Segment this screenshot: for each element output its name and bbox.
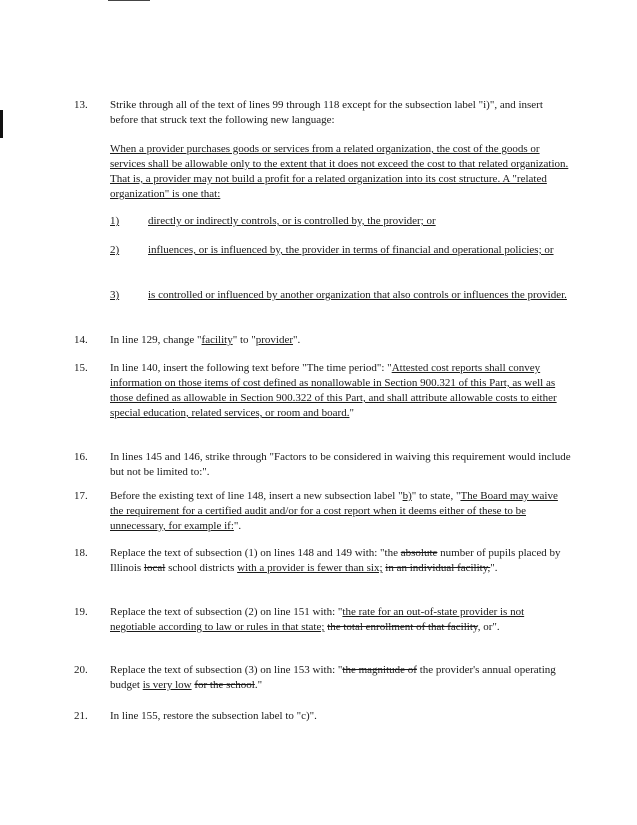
item-number: 14. [74, 334, 88, 346]
scan-mark [108, 0, 150, 1]
item-text: Strike through all of the text of lines 99 through 118 except for the subsection label "i)", and insert before that struck text the following new language: [110, 99, 543, 126]
item-number: 16. [74, 451, 88, 463]
item-number: 21. [74, 710, 88, 722]
scan-edge-mark [0, 110, 3, 138]
item-text: Replace the text of subsection (3) on line 153 with: "the magnitude of the provider's annual operating budget is very low for the school." [110, 664, 556, 691]
item-text: Replace the text of subsection (1) on lines 148 and 149 with: "the absolute number of pupils placed by Illinois local school districts with a provider is fewer than six; in an individual facility,". [110, 547, 561, 574]
item-text: In line 129, change "facility" to "provider". [110, 334, 301, 346]
item-text: In lines 145 and 146, strike through "Factors to be considered in waiving this requirement would include but not be limited to:". [110, 451, 571, 478]
item-number: 15. [74, 362, 88, 374]
new-language: When a provider purchases goods or services from a related organization, the cost of the goods or services shall be allowable only to the extent that it does not exceed the cost to that related organization. That is, a provider may not build a profit for a related organization into its cost structure. A "related organization" is one that: [110, 143, 569, 200]
item-text: Before the existing text of line 148, insert a new subsection label "b)" to state, "The Board may waive the requirement for a certified audit and/or for a cost report when it deems either of these to be unnecessary, for example if:". [110, 490, 558, 532]
item-number: 17. [74, 490, 88, 502]
item-number: 13. [74, 99, 88, 111]
item-text: Replace the text of subsection (2) on line 151 with: "the rate for an out-of-state provider is not negotiable according to law or rules in that state; the total enrollment of that facility, or". [110, 606, 525, 633]
item-number: 20. [74, 664, 88, 676]
item-text: In line 155, restore the subsection label to "c)". [110, 710, 317, 722]
item-number: 18. [74, 547, 88, 559]
item-text: In line 140, insert the following text before "The time period": "Attested cost reports shall convey information on those items of cost defined as nonallowable in Section 900.321 of this Part, as well as those defined as allowable in Section 900.322 of this Part, and shall attribute allowable costs to either special education, related services, or room and board." [110, 362, 557, 419]
item-number: 19. [74, 606, 88, 618]
